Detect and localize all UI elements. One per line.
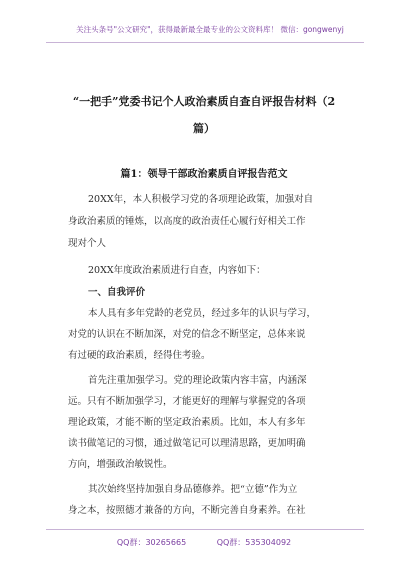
paragraph-line: 现对个人 xyxy=(68,238,107,249)
paragraph-line: 20XX年度政治素质进行自查，内容如下： xyxy=(88,265,266,276)
paragraph-line: 方向，增强政治敏锐性。 xyxy=(68,459,173,470)
paragraph-line: 本人具有多年党龄的老党员，经过多年的认识与学习， xyxy=(88,308,317,319)
paragraph-line: 其次始终坚持加强自身品德修养。把“立德”作为立 xyxy=(88,484,298,495)
paragraph-line: 理论政策，才能不断的坚定政治素质。比如，本人有多年 xyxy=(68,417,306,428)
paragraph-line: 20XX年，本人积极学习党的各项理论政策，加强对自 xyxy=(88,194,314,205)
paragraph-line: 首先注重加强学习。党的理论政策内容丰富，内涵深 xyxy=(88,375,307,386)
paragraph-line: 对党的认识在不断加深，对党的信念不断坚定，总体来说 xyxy=(68,329,306,340)
article-subtitle: 篇1：领导干部政治素质自评报告范文 xyxy=(120,169,288,180)
footer xyxy=(0,537,408,548)
document-title-line-1: “一把手”党委书记个人政治素质自查自评报告材料（2 xyxy=(72,95,336,108)
paragraph-line: 身政治素质的锤炼，以高度的政治责任心履行好相关工作 xyxy=(68,216,306,227)
paragraph-line: 身之本，按照德才兼备的方向，不断完善自身素养。在社 xyxy=(68,505,306,516)
header-divider xyxy=(46,42,364,43)
section-heading: 一、自我评价 xyxy=(88,287,146,298)
paragraph-line: 远。只有不断加强学习，才能更好的理解与掌握党的各项 xyxy=(68,396,306,407)
footer-divider xyxy=(46,529,364,530)
header-note: 关注头条号"公文研究"，获得最新最全最专业的公文资料库！ 微信：gongwenyj xyxy=(76,25,344,34)
paragraph-line: 有过硬的政治素质，经得住考验。 xyxy=(68,350,211,361)
footer-qq-group-2: QQ群：535304092 xyxy=(216,538,292,547)
footer-qq-group-1: QQ群：30265665 xyxy=(116,538,187,547)
document-title-line-2: 篇） xyxy=(193,122,215,135)
paragraph-line: 读书做笔记的习惯，通过做笔记可以理清思路，更加明确 xyxy=(68,438,306,449)
